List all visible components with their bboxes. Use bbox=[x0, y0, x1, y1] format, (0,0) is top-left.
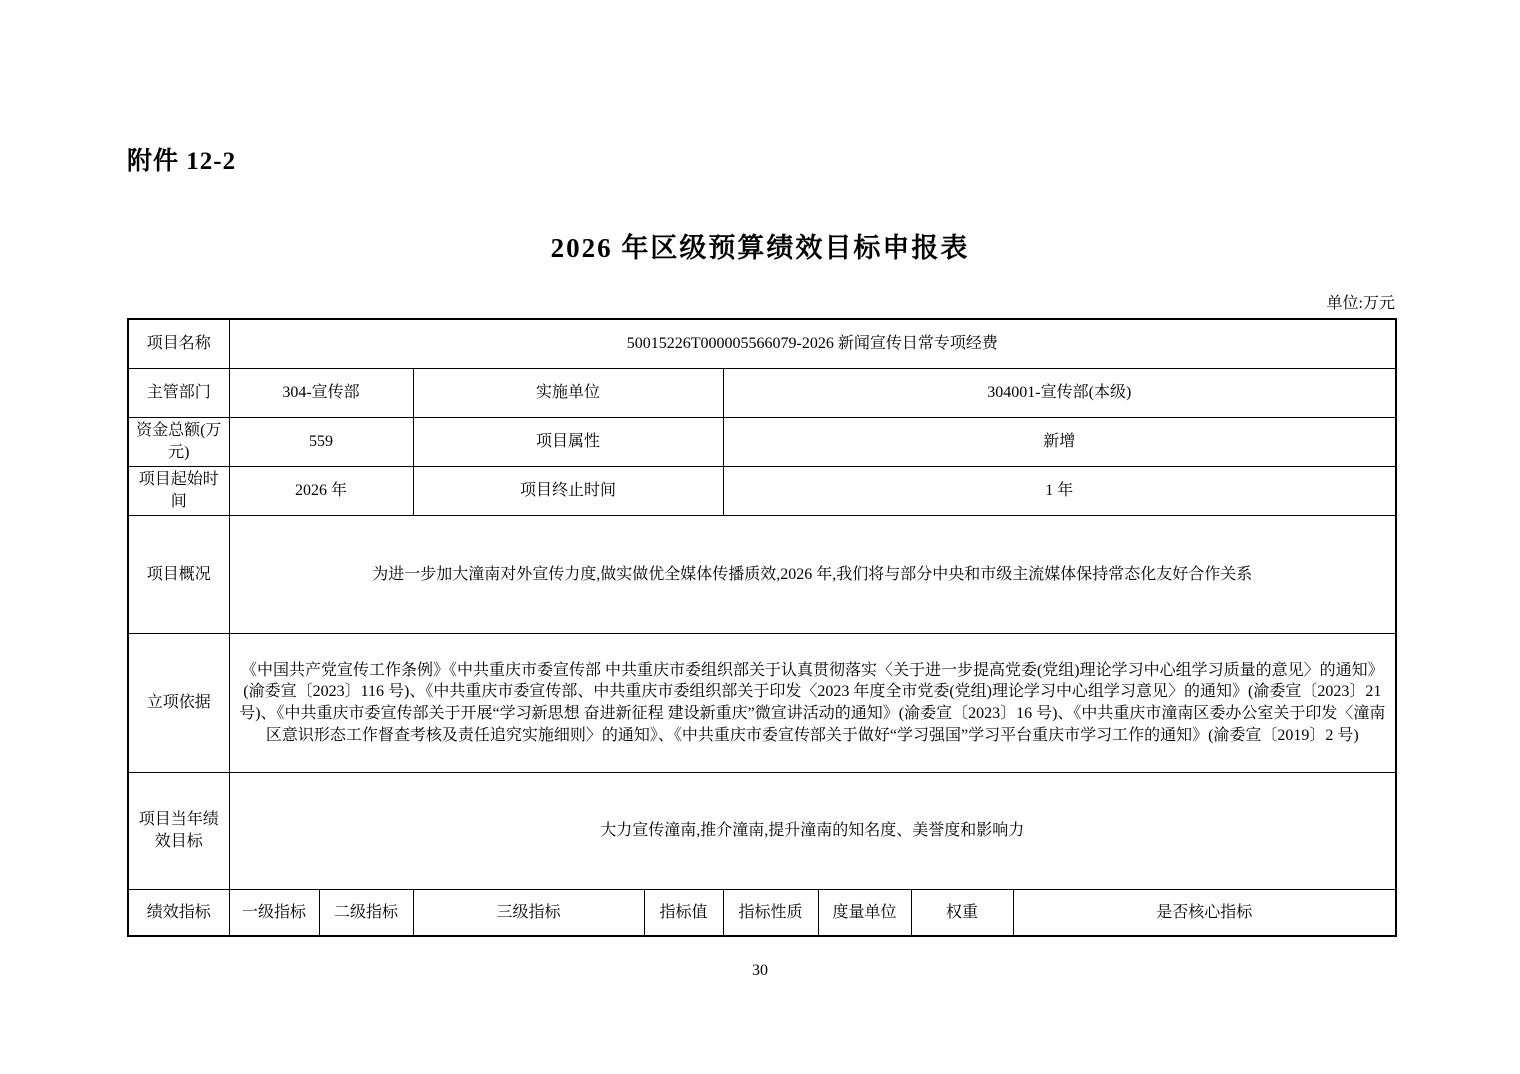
start-time-label: 项目起始时间 bbox=[128, 467, 229, 516]
header-first-level-indicator: 一级指标 bbox=[229, 890, 319, 937]
annual-target-label: 项目当年绩效目标 bbox=[128, 773, 229, 890]
row-project-name bbox=[128, 319, 1396, 369]
budget-performance-table bbox=[127, 318, 1397, 937]
row-timeline bbox=[128, 467, 1396, 516]
row-department bbox=[128, 369, 1396, 418]
project-attribute-value: 新增 bbox=[723, 418, 1396, 467]
row-basis bbox=[128, 634, 1396, 773]
basis-value: 《中国共产党宣传工作条例》《中共重庆市委宣传部 中共重庆市委组织部关于认真贯彻落实〈关于进一步提高党委(党组)理论学习中心组学习质量的意见〉的通知》(渝委宣〔2023〕116 号)、《中共重庆市委宣传部、中共重庆市委组织部关于印发〈2023 年度全市党委(党组)理论学习中心组学习意见〉的通知》(渝委宣〔2023〕21 号)、《中共重庆市委宣传部关于开展“学习新思想 奋进新征程 建设新重庆”微宣讲活动的通知》(渝委宣〔2023〕16 号)、《中共重庆市潼南区委办公室关于印发〈潼南区意识形态工作督查考核及责任追究实施细则〉的通知》、《中共重庆市委宣传部关于做好“学习强国”学习平台重庆市学习工作的通知》(渝委宣〔2019〕2 号) bbox=[229, 634, 1396, 773]
implement-unit-label: 实施单位 bbox=[413, 369, 723, 418]
department-value: 304-宣传部 bbox=[229, 369, 413, 418]
header-performance-indicator: 绩效指标 bbox=[128, 890, 229, 937]
header-indicator-value: 指标值 bbox=[644, 890, 723, 937]
header-measure-unit: 度量单位 bbox=[818, 890, 911, 937]
page-number: 30 bbox=[752, 962, 768, 979]
header-second-level-indicator: 二级指标 bbox=[319, 890, 413, 937]
header-core-indicator: 是否核心指标 bbox=[1013, 890, 1396, 937]
project-attribute-label: 项目属性 bbox=[413, 418, 723, 467]
funding-label: 资金总额(万元) bbox=[128, 418, 229, 467]
start-time-value: 2026 年 bbox=[229, 467, 413, 516]
end-time-value: 1 年 bbox=[723, 467, 1396, 516]
funding-value: 559 bbox=[229, 418, 413, 467]
annual-target-value: 大力宣传潼南,推介潼南,提升潼南的知名度、美誉度和影响力 bbox=[229, 773, 1396, 890]
implement-unit-value: 304001-宣传部(本级) bbox=[723, 369, 1396, 418]
unit-note: 单位:万元 bbox=[1326, 295, 1395, 312]
row-funding bbox=[128, 418, 1396, 467]
row-annual-target bbox=[128, 773, 1396, 890]
attachment-label: 附件 12-2 bbox=[127, 148, 237, 175]
header-third-level-indicator: 三级指标 bbox=[413, 890, 644, 937]
department-label: 主管部门 bbox=[128, 369, 229, 418]
page-title: 2026 年区级预算绩效目标申报表 bbox=[550, 233, 970, 263]
header-indicator-nature: 指标性质 bbox=[723, 890, 818, 937]
row-indicator-header bbox=[128, 890, 1396, 937]
basis-label: 立项依据 bbox=[128, 634, 229, 773]
project-name-label: 项目名称 bbox=[128, 319, 229, 369]
overview-label: 项目概况 bbox=[128, 516, 229, 634]
end-time-label: 项目终止时间 bbox=[413, 467, 723, 516]
header-weight: 权重 bbox=[911, 890, 1013, 937]
project-name-value: 50015226T000005566079-2026 新闻宣传日常专项经费 bbox=[229, 319, 1396, 369]
overview-value: 为进一步加大潼南对外宣传力度,做实做优全媒体传播质效,2026 年,我们将与部分中央和市级主流媒体保持常态化友好合作关系 bbox=[229, 516, 1396, 634]
row-overview bbox=[128, 516, 1396, 634]
